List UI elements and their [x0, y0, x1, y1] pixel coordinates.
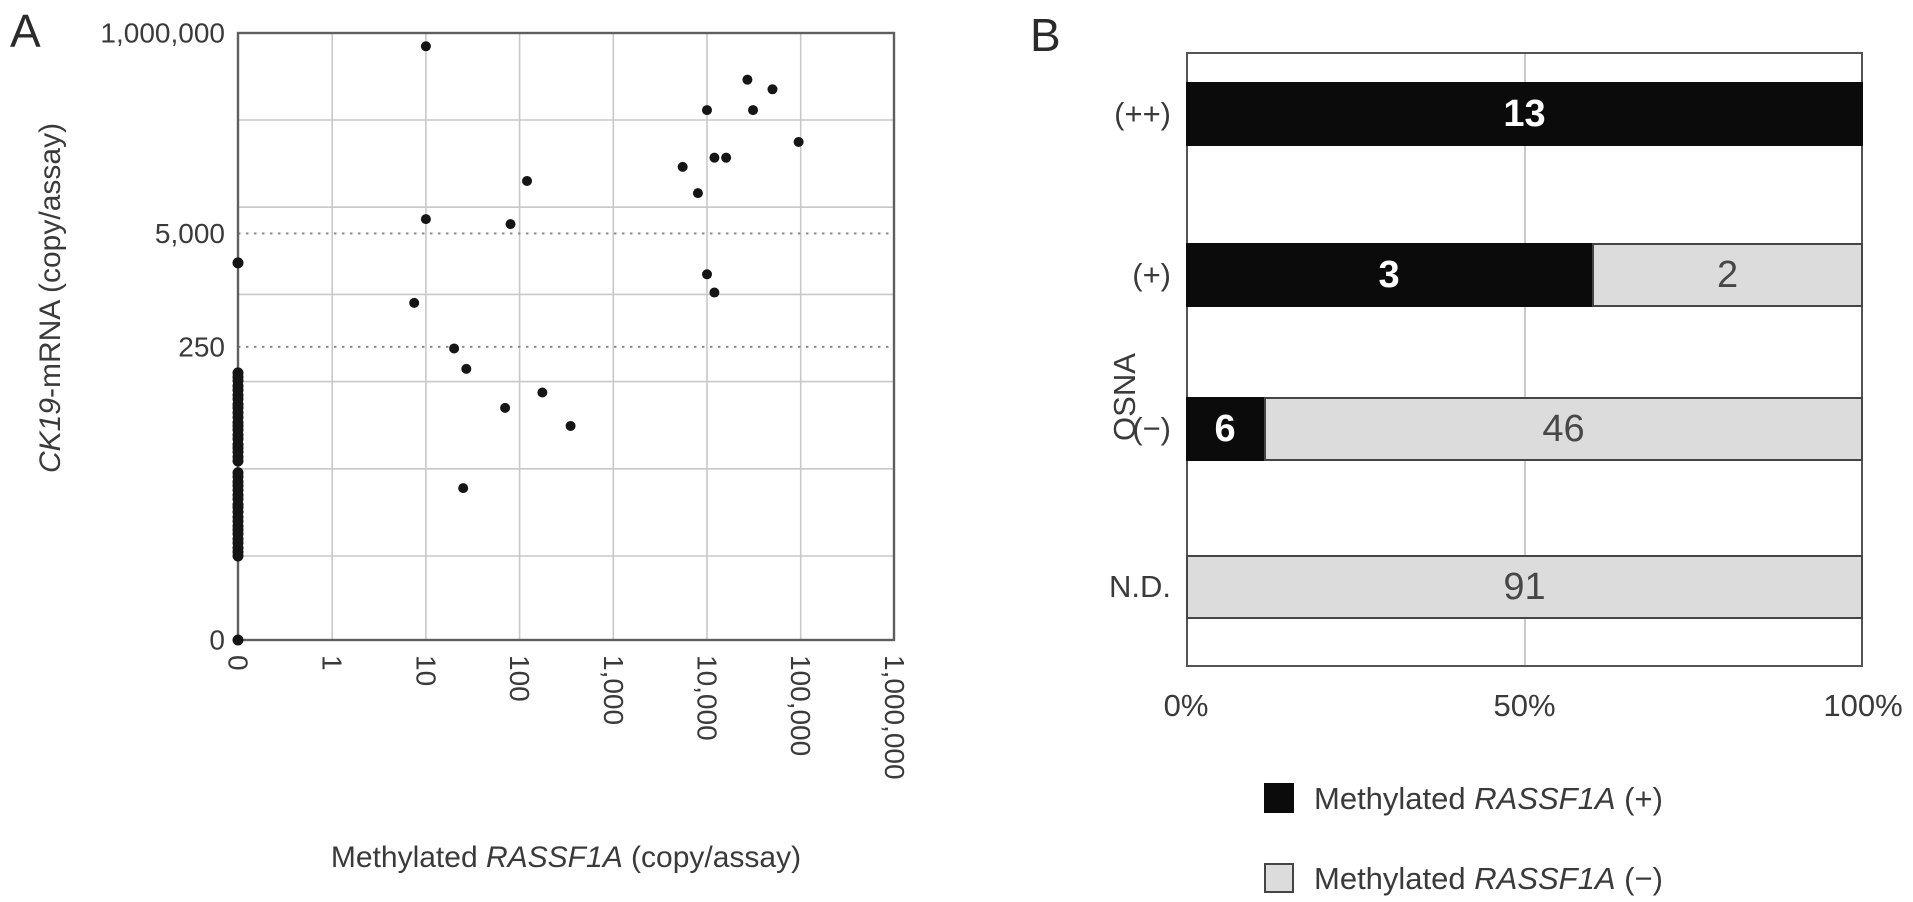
legend-swatch-gray — [1264, 863, 1294, 893]
legend-label — [1314, 860, 1834, 898]
bar-segment-gray — [1264, 397, 1863, 461]
x-tick-label: 1,000 — [597, 655, 629, 726]
legend-label-part: Methylated — [1314, 781, 1475, 816]
y-tick-label: 250 — [178, 331, 225, 363]
legend-label-part: (−) — [1615, 861, 1663, 896]
legend-label-part: RASSF1A — [1474, 781, 1616, 816]
bar-segment-gray — [1186, 555, 1863, 619]
x-axis-title: Methylated RASSF1A (copy/assay) — [330, 841, 802, 874]
legend-swatch-black — [1264, 783, 1294, 813]
y-tick-label: 0 — [209, 624, 225, 656]
category-label: (+) — [1132, 257, 1171, 292]
bar-value-label: 13 — [1503, 93, 1546, 135]
category-label: (++) — [1114, 96, 1171, 131]
bar-value-label: 3 — [1378, 254, 1400, 296]
x-tick-label: 100 — [504, 655, 536, 702]
legend-label — [1314, 780, 1834, 818]
y-axis-title: CK19-mRNA (copy/assay) — [33, 122, 67, 474]
bar-segment-black — [1186, 397, 1264, 461]
legend-label-part: RASSF1A — [1474, 861, 1616, 896]
bar-segment-gray — [1592, 243, 1863, 307]
x-percent-tick-label: 50% — [1493, 688, 1556, 723]
category-label: (−) — [1132, 411, 1171, 446]
legend-label-part: (+) — [1615, 781, 1663, 816]
x-percent-tick-label: 100% — [1823, 688, 1903, 723]
x-tick-label: 100,000 — [785, 655, 817, 757]
bar-value-label: 91 — [1503, 566, 1546, 608]
x-tick-label: 10,000 — [691, 655, 723, 741]
panel-b-label: B — [1030, 9, 1061, 61]
y-axis-title-osna: OSNA — [1107, 353, 1142, 441]
x-tick-label: 1 — [316, 655, 348, 671]
bar-value-label: 46 — [1542, 408, 1585, 450]
bar-segment-black — [1186, 243, 1592, 307]
x-tick-label: 10 — [410, 655, 442, 687]
category-label: N.D. — [1109, 569, 1171, 604]
x-percent-tick-label: 0% — [1163, 688, 1209, 723]
x-tick-label: 0 — [222, 655, 254, 671]
bar-segment-black — [1186, 82, 1863, 146]
bar-value-label: 2 — [1717, 254, 1739, 296]
x-tick-label: 1,000,000 — [878, 655, 910, 780]
bar-value-label: 6 — [1214, 408, 1236, 450]
panel-a-label: A — [10, 5, 41, 57]
y-tick-label: 1,000,000 — [100, 17, 225, 49]
legend-label-part: Methylated — [1314, 861, 1475, 896]
y-tick-label: 5,000 — [154, 217, 225, 249]
